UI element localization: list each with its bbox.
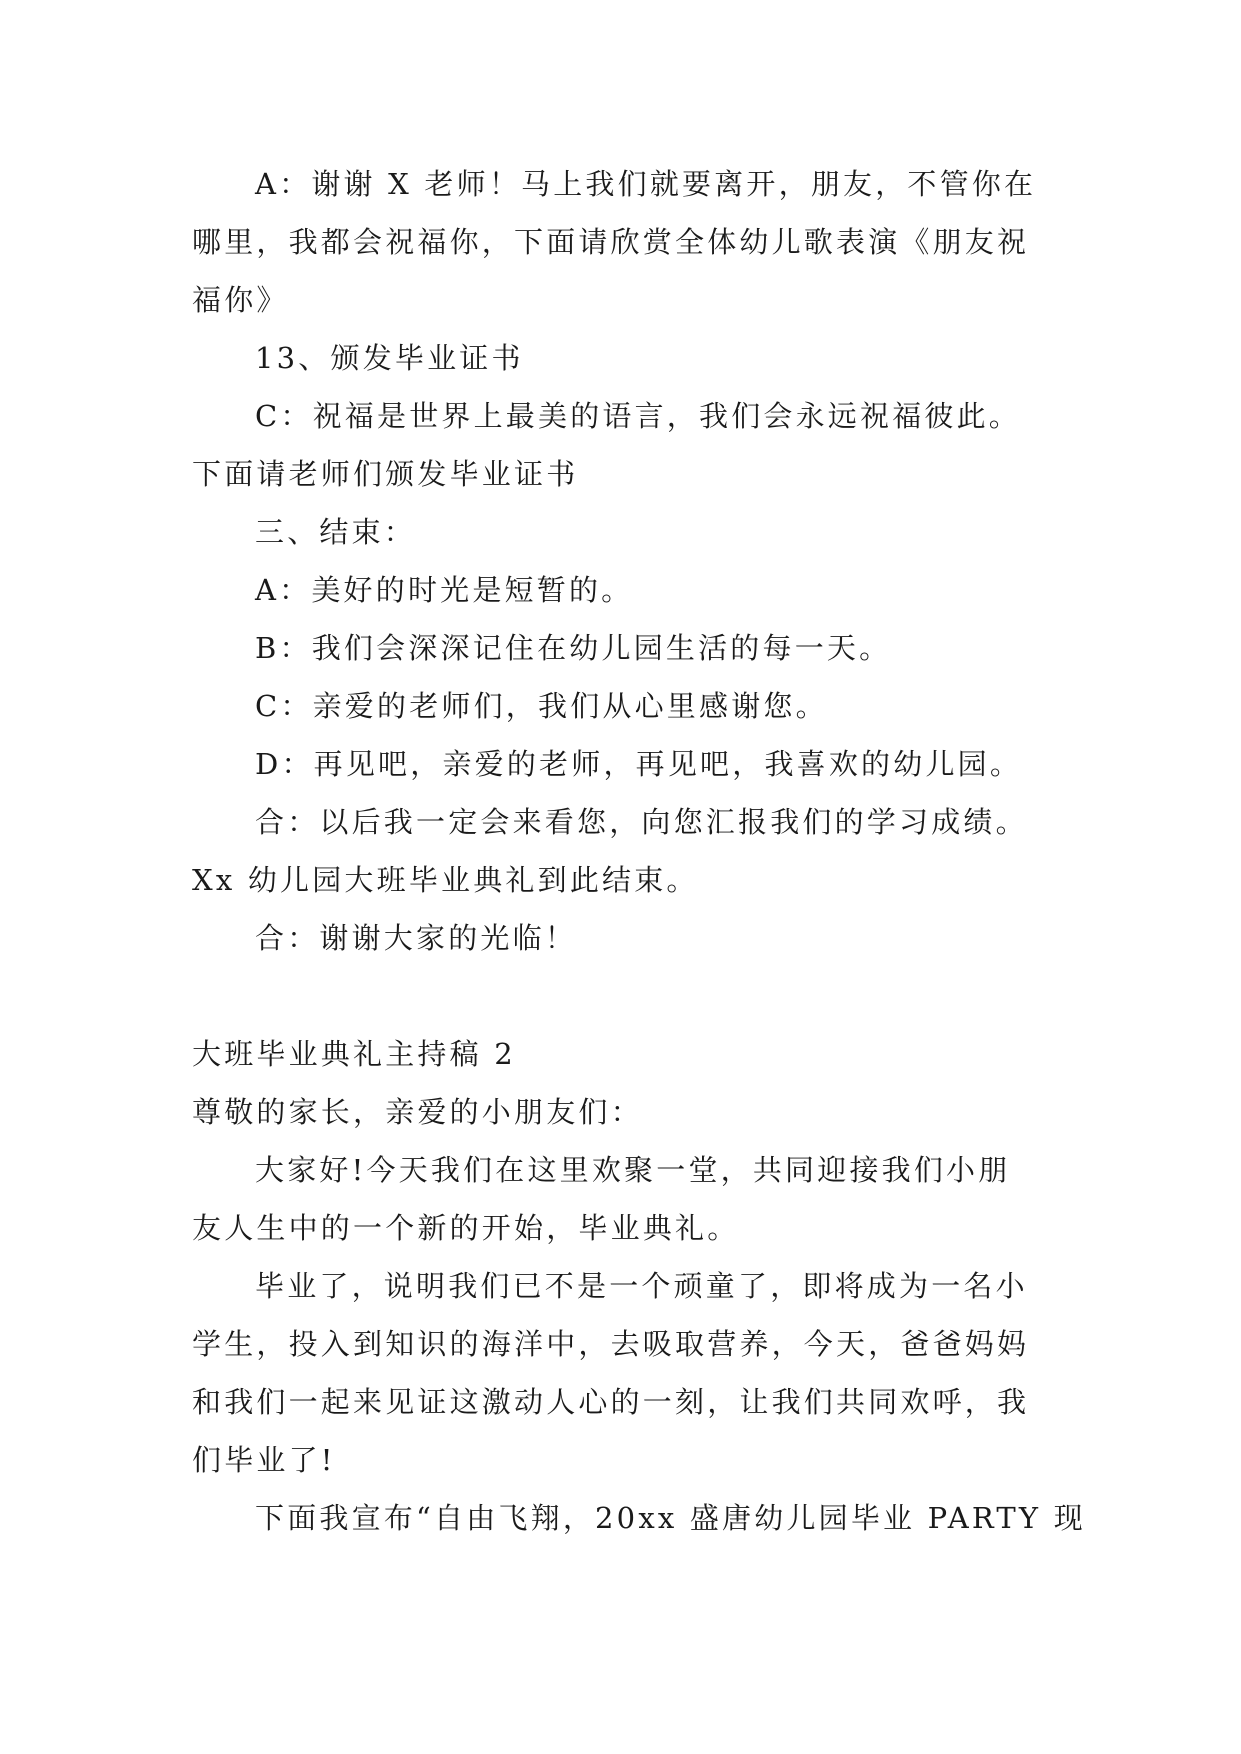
paragraph-line: 合：以后我一定会来看您，向您汇报我们的学习成绩。 xyxy=(255,805,1028,839)
paragraph-line: 福你》 xyxy=(192,283,289,317)
salutation: 尊敬的家长，亲爱的小朋友们： xyxy=(192,1095,643,1129)
paragraph-line: C：亲爱的老师们，我们从心里感谢您。 xyxy=(255,689,828,723)
paragraph-line: C：祝福是世界上最美的语言，我们会永远祝福彼此。 xyxy=(255,399,1021,433)
paragraph-line: 下面请老师们颁发毕业证书 xyxy=(192,457,579,491)
paragraph-line: D：再见吧，亲爱的老师，再见吧，我喜欢的幼儿园。 xyxy=(255,747,1023,781)
paragraph-line: B：我们会深深记住在幼儿园生活的每一天。 xyxy=(255,631,892,665)
paragraph-line: 友人生中的一个新的开始，毕业典礼。 xyxy=(192,1211,740,1245)
section-heading: 13、颁发毕业证书 xyxy=(255,341,524,375)
paragraph-line: A：美好的时光是短暂的。 xyxy=(255,573,634,607)
paragraph-line: 们毕业了! xyxy=(192,1443,336,1477)
paragraph-line: 合：谢谢大家的光临！ xyxy=(255,921,578,955)
section-heading: 三、结束： xyxy=(255,515,417,549)
paragraph-line: 哪里，我都会祝福你，下面请欣赏全体幼儿歌表演《朋友祝 xyxy=(192,225,1030,259)
paragraph-line: Xx 幼儿园大班毕业典礼到此结束。 xyxy=(192,863,699,897)
paragraph-line: 毕业了，说明我们已不是一个顽童了，即将成为一名小 xyxy=(255,1269,1028,1303)
paragraph-line: 和我们一起来见证这激动人心的一刻，让我们共同欢呼，我 xyxy=(192,1385,1030,1419)
paragraph-line: 学生，投入到知识的海洋中，去吸取营养，今天，爸爸妈妈 xyxy=(192,1327,1030,1361)
paragraph-line: 大家好!今天我们在这里欢聚一堂，共同迎接我们小朋 xyxy=(255,1153,1011,1187)
paragraph-line: 下面我宣布“自由飞翔，20xx 盛唐幼儿园毕业 PARTY 现 xyxy=(255,1501,1086,1535)
paragraph-line: A：谢谢 X 老师！马上我们就要离开，朋友，不管你在 xyxy=(255,167,1037,201)
document-title: 大班毕业典礼主持稿 2 xyxy=(192,1037,516,1071)
